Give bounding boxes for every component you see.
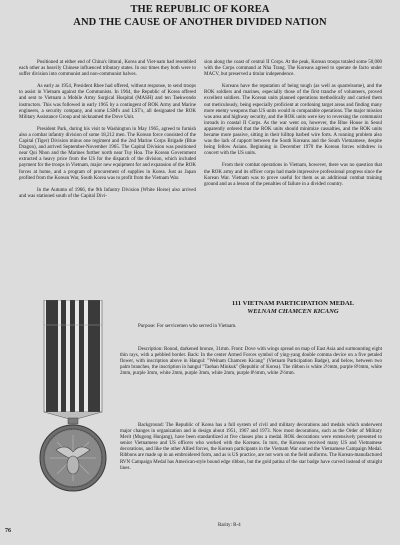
medal-heading: 111 VIETNAM PARTICIPATION MEDAL <box>231 300 355 307</box>
medal-background <box>120 423 382 477</box>
page-number: 76 <box>5 528 11 534</box>
medal-ribbon-image <box>30 300 116 530</box>
left-paragraph-1: Positioned at either end of China's littoral, Korea and Viet-nam had resembled each other as heavily Chinese influenced tributary states. In our times they both were to suffer division into communist and non-communist halves. <box>19 60 196 78</box>
medal-purpose <box>120 324 380 335</box>
medal-description-text: Description: Round, darkened bronze, 31mm. Front: Dove with wings spread on map of East Asia and surmounting eight thin rays, with a pebbled border. Back: In the center Armed Forces symbol of ying-yang double comma device on a five petaled flower, with inscription above in Hangul: "Welnam Chamcen Kicang" (Vietnam Participation Badge), and below, between two palm branches, the inscription in hangul "Taehan Minkuk" (Republic of Korea). The ribbon is white 2½mm, purple 8½mm, white 2mm, purple 3mm, white 2mm, purple 3mm, white 2mm, purple 8½mm, white 2½mm. <box>120 347 382 377</box>
medal-rarity: Rarity: R-4 <box>218 523 241 528</box>
ribbon-icon <box>44 300 102 420</box>
right-column <box>204 60 382 194</box>
medal-purpose-text: Purpose: For servicemen who served in Vietnam. <box>138 324 237 329</box>
medal-subheading: WELNAM CHAMCEN KICANG <box>247 308 339 315</box>
right-paragraph-2: Koreans have the reputation of being tough (as well as quarrelsome), and the ROK soldiers and marines, especially those of the first tranche of volunteers, proved excellent soldiers. The Korean units planned operations methodically and carried them out meticulously, being especially proficient at cordoning target areas and finding many more enemy weapons than US units would in comparable operations. The major mission was area and highway security, and the ROK units were key to reversing the communist inroads in coastal II Corps. As the war went on, however, the Blue House in Seoul apparently ordered that the ROK units should minimize casualties, and the ROK units became more passive, sitting in their hilltop barbed wire forts. A running problem also was the lack of rapport between the South Koreans and the South Vietnamese, despite being fellow Asians. Beginning in December 1970 the Korean forces withdrew in concert with the US units. <box>204 84 382 157</box>
medal-heading-block <box>204 300 382 316</box>
left-paragraph-3: President Park, during his visit to Washington in May 1965, agreed to furnish also a combat infantry division of some 18,212 men. The Korean force consisted of the Capital (Tiger) Division minus one regiment and the 2nd Marine Corps Brigade (Blue Dragon), and arrived September-November 1965. The Capital Division was positioned near Qui Nhon and the Marines further north near Tuy Hoa. The Korean Government extracted a heavy price from the US for the dispatch of the division, which included payment for the troops in Vietnam, major new equipment for and expansion of the ROK forces at home, and a program of procurement of supplies in Korea. Just as Japan profited from the Korean War, South Korea was to profit from the Vietnam War. <box>19 126 196 181</box>
right-paragraph-3: From their combat operations in Vietnam, however, there was no question that the ROK army and its officer corps had made impressive professional progress since the Korean War. Vietnam was to prove useful for them as an additional combat training ground and as a lesson of the penalties of failure in a divided country. <box>204 163 382 187</box>
page-title-line-1: THE REPUBLIC OF KOREA <box>130 4 270 15</box>
medal-disk-icon <box>40 425 106 491</box>
suspension-loop-icon <box>68 418 78 424</box>
left-column <box>19 60 196 206</box>
medal-description <box>120 347 382 382</box>
page-title-line-2: AND THE CAUSE OF ANOTHER DIVIDED NATION <box>73 17 327 28</box>
left-paragraph-2: As early as 1954, President Rhee had offered, without response, to send troops to assist in Vietnam against the Communists. In 1964, the Republic of Korea offered and sent to Vietnam a Mobile Army Surgical Hospital (MASH) and ten Taekwondo instructors. This was followed in early 1965 by a contingent of ROK Army and Marine engineers, a security company, and some LSM's and LST's, all designated the ROK Military Assistance Group and nicknamed the Dove Unit. <box>19 84 196 120</box>
left-paragraph-4: In the Autumn of 1966, the 9th Infantry Division (White Horse) also arrived and was stationed south of the Capital Divi- <box>19 187 196 199</box>
medal-background-text: Background: The Republic of Korea has a full system of civil and military decorations and medals which underwent major changes in organization and in design about 1951, 1967 and 1973. Now most decorations, such as the Order of Military Merit (Mugong Hunjang), have been standardized at five classes plus a medal. ROK decorations were extensively presented to senior Vietnamese and US officers who worked with the Koreans. In turn, the Koreans received many US and Vietnamese decorations, and like the other Allied forces, the Korean participants in the Vietnam War earned the Vietnamese Campaign Medal. Ribbons are made up in an embroidered form, and as is US practice, are not worn on the field uniforms. The Korean-manufactured RVN Campaign Medal has American-style bound edge ribbon, but the gold patina of the star badge have curved instead of straight lines. <box>120 423 382 471</box>
medal-illustration <box>30 300 116 530</box>
right-paragraph-1: sion along the coast of central II Corps. At the peak, Korean troops totaled some 50,000 with the Corps command at Nha Trang. The Koreans agreed to operate de facto under MACV, but preserved a titular independence. <box>204 60 382 78</box>
